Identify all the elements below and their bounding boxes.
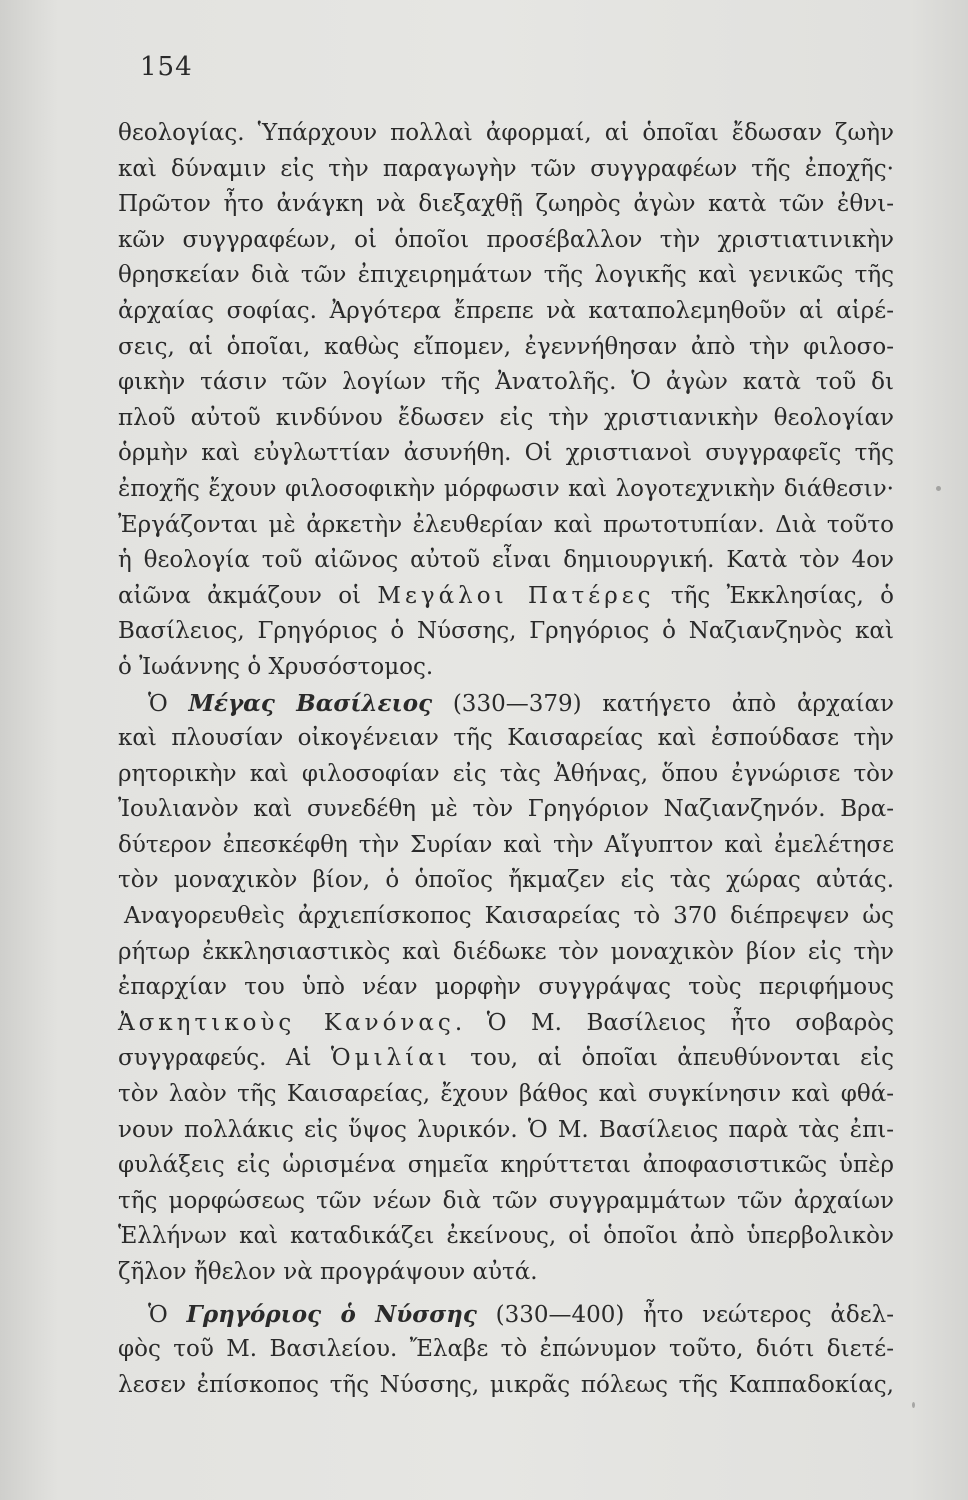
text-line — [118, 1368, 894, 1404]
text-run: νουν πολλάκις εἰς ὕψος λυρικόν. Ὁ Μ. Βασίλειος παρὰ τὰς ἐπι- — [118, 1116, 894, 1143]
text-run: Αναγορευθεὶς ἀρχιεπίσκοπος Καισαρείας τὸ 370 διέπρεψεν ὡς — [124, 903, 894, 930]
text-run: ρητορικὴν καὶ φιλοσοφίαν εἰς τὰς Ἀθήνας, ὅπου ἐγνώρισε τὸν — [118, 760, 894, 787]
text-run: λεσεν ἐπίσκοπος τῆς Νύσσης, μικρᾶς πόλεως τῆς Καππαδοκίας, — [118, 1371, 894, 1398]
text-line — [118, 365, 894, 401]
text-line — [118, 152, 894, 188]
text-run: αἰῶνα ἀκμάζουν οἱ — [118, 582, 378, 609]
text-line — [118, 436, 894, 472]
text-line — [118, 1297, 894, 1333]
ink-speck — [912, 1402, 915, 1408]
text-run: φὸς τοῦ Μ. Βασιλείου. Ἔλαβε τὸ ἐπώνυμον τοῦτο, διότι διετέ- — [118, 1336, 894, 1363]
spaced-term: Ἀσκητικοὺς Κανόνας — [118, 1009, 455, 1036]
text-run: ὁρμὴν καὶ εὐγλωττίαν ἀσυνήθη. Οἱ χριστιανοὶ συγγραφεῖς τῆς — [118, 440, 894, 467]
text-run: φυλάξεις εἰς ὡρισμένα σημεῖα κηρύττεται ἀποφασιστικῶς ὑπὲρ — [118, 1152, 894, 1179]
text-run: ἐποχῆς ἔχουν φιλοσοφικὴν μόρφωσιν καὶ λογοτεχνικὴν διάθεσιν· — [118, 475, 894, 502]
text-line — [118, 757, 894, 793]
text-line — [118, 650, 894, 686]
text-line — [118, 508, 894, 544]
text-run: τὸν μοναχικὸν βίον, ὁ ὁποῖος ἤκμαζεν εἰς τὰς χώρας αὐτάς. — [118, 867, 894, 894]
text-run: πλοῦ αὐτοῦ κινδύνου ἔδωσεν εἰς τὴν χριστιανικὴν θεολογίαν — [118, 404, 894, 431]
text-run: Ὁ — [148, 1301, 187, 1328]
text-run: ὁ Ἰωάννης ὁ Χρυσόστομος. — [118, 653, 434, 680]
page-number: 154 — [140, 52, 193, 82]
text-run: Ἑλλήνων καὶ καταδικάζει ἐκείνους, οἱ ὁποῖοι ἀπὸ ὑπερβολικὸν — [118, 1223, 894, 1250]
text-line — [118, 579, 894, 615]
text-run: ἡ θεολογία τοῦ αἰῶνος αὐτοῦ εἶναι δημιουργική. Κατὰ τὸν 4ον — [118, 547, 894, 574]
text-run: κῶν συγγραφέων, οἱ ὁποῖοι προσέβαλλον τὴν χριστιατινικὴν — [118, 226, 894, 253]
text-run: ἀρχαίας σοφίας. Ἀργότερα ἔπρεπε νὰ καταπολεμηθοῦν αἱ αἱρέ- — [118, 297, 894, 324]
emphasized-name: Γρηγόριος ὁ Νύσσης — [186, 1300, 477, 1328]
text-line — [118, 401, 894, 437]
text-line — [118, 792, 894, 828]
text-line — [118, 223, 894, 259]
emphasized-name: Μέγας Βασίλειος — [188, 689, 433, 717]
text-line — [118, 187, 894, 223]
text-line — [118, 970, 894, 1006]
text-line — [118, 472, 894, 508]
text-line — [118, 1219, 894, 1255]
text-run: ἐπαρχίαν του ὑπὸ νέαν μορφὴν συγγράψας τοὺς περιφήμους — [118, 974, 894, 1001]
text-run: τῆς μορφώσεως τῶν νέων διὰ τῶν συγγραμμάτων τῶν ἀρχαίων — [118, 1187, 894, 1214]
ink-speck — [936, 486, 941, 491]
text-run: σεις, αἱ ὁποῖαι, καθὼς εἴπομεν, ἐγεννήθησαν ἀπὸ τὴν φιλοσο- — [118, 333, 894, 360]
text-run: Ἰουλιανὸν καὶ συνεδέθη μὲ τὸν Γρηγόριον Ναζιανζηνόν. Βρα- — [118, 796, 894, 823]
text-run: Βασίλειος, Γρηγόριος ὁ Νύσσης, Γρηγόριος ὁ Ναζιανζηνὸς καὶ — [118, 618, 894, 645]
text-line — [118, 258, 894, 294]
text-run: ρήτωρ ἐκκλησιαστικὸς καὶ διέδωκε τὸν μοναχικὸν βίον εἰς τὴν — [118, 938, 894, 965]
text-line — [118, 1184, 894, 1220]
spaced-term: Ὁμιλίαι — [330, 1045, 451, 1072]
text-line — [118, 543, 894, 579]
text-line — [118, 330, 894, 366]
text-line — [118, 828, 894, 864]
text-line — [118, 1332, 894, 1368]
text-line — [118, 721, 894, 757]
text-run: (330—379) κατήγετο ἀπὸ ἀρχαίαν — [432, 690, 894, 717]
text-run: . Ὁ Μ. Βασίλειος ἦτο σοβαρὸς — [454, 1009, 894, 1036]
text-run: Πρῶτον ἦτο ἀνάγκη νὰ διεξαχθῇ ζωηρὸς ἀγὼν κατὰ τῶν ἐθνι- — [118, 191, 894, 218]
text-line — [118, 899, 894, 935]
text-line — [118, 116, 894, 152]
text-run: θρησκείαν διὰ τῶν ἐπιχειρημάτων τῆς λογικῆς καὶ γενικῶς τῆς — [118, 262, 894, 289]
text-run: θεολογίας. Ὑπάρχουν πολλαὶ ἀφορμαί, αἱ ὁποῖαι ἔδωσαν ζωὴν — [118, 120, 894, 146]
text-run: καὶ πλουσίαν οἰκογένειαν τῆς Καισαρείας καὶ ἐσπούδασε τὴν — [118, 725, 894, 752]
text-run: τὸν λαὸν τῆς Καισαρείας, ἔχουν βάθος καὶ συγκίνησιν καὶ φθά- — [118, 1081, 894, 1108]
text-line — [118, 1255, 894, 1291]
text-run: Ἐργάζονται μὲ ἀρκετὴν ἐλευθερίαν καὶ πρωτοτυπίαν. Διὰ τοῦτο — [118, 511, 894, 538]
text-run: συγγραφεύς. Αἱ — [118, 1045, 331, 1072]
text-run: ζῆλον ἤθελον νὰ προγράψουν αὐτά. — [118, 1259, 538, 1285]
text-run: Ὁ — [148, 690, 189, 717]
text-line — [118, 1113, 894, 1149]
text-run: (330—400) ἦτο νεώτερος ἀδελ- — [476, 1301, 895, 1328]
text-run: φικὴν τάσιν τῶν λογίων τῆς Ἀνατολῆς. Ὁ ἀγὼν κατὰ τοῦ δι — [118, 369, 894, 396]
text-line — [118, 614, 894, 650]
text-line — [118, 1077, 894, 1113]
text-run: καὶ δύναμιν εἰς τὴν παραγωγὴν τῶν συγγραφέων τῆς ἐποχῆς· — [118, 155, 894, 182]
body-text — [118, 116, 894, 1403]
text-run: του, αἱ ὁποῖαι ἀπευθύνονται εἰς — [450, 1045, 894, 1072]
text-line — [118, 1006, 894, 1042]
text-line — [118, 1148, 894, 1184]
text-line — [118, 863, 894, 899]
text-line — [118, 1041, 894, 1077]
text-line — [118, 935, 894, 971]
text-run: τῆς Ἐκκλησίας, ὁ — [654, 582, 894, 609]
text-run: δύτερον ἐπεσκέφθη τὴν Συρίαν καὶ τὴν Αἴγυπτον καὶ ἐμελέτησε — [118, 831, 894, 858]
text-line — [118, 686, 894, 722]
spaced-term: Μεγάλοι Πατέρες — [377, 582, 655, 609]
text-line — [118, 294, 894, 330]
